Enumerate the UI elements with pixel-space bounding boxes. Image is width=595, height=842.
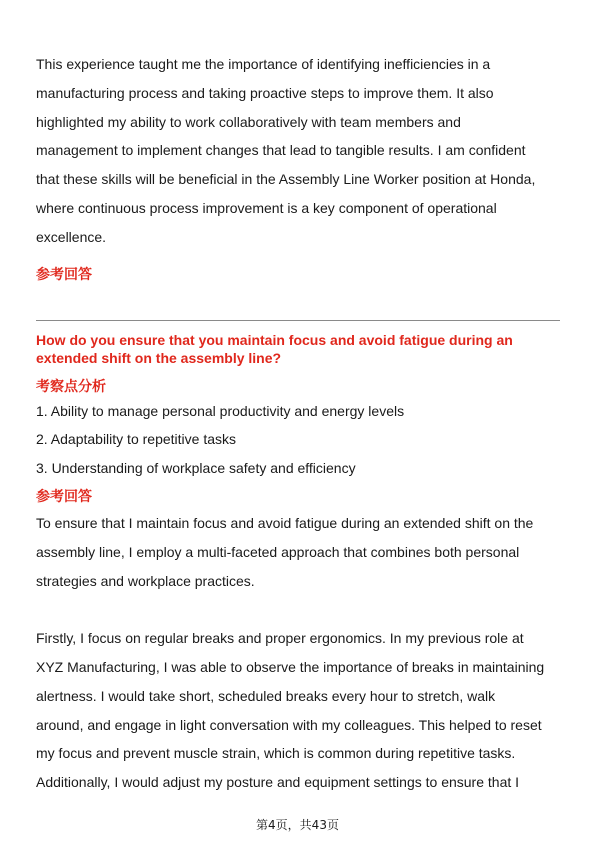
reference-answer-label: 参考回答 [36,487,92,504]
page-number-footer: 第4页，共43页 [256,818,339,832]
reference-answer-label: 参考回答 [36,265,92,282]
list-item: 1. Ability to manage personal productivity and energy levels [36,402,405,419]
answer-paragraph: Firstly, I focus on regular breaks and proper ergonomics. In my previous role at XYZ Manufacturing, I was able to observe the importance of breaks in maintaining alertness. I would take short, scheduled breaks every hour to stretch, walk around, and engage in light conversation with my colleagues. This helped to reset my focus and prevent muscle strain, which is common during repetitive tasks. Additionally, I would adjust my posture and equipment settings to ensure that I [36,630,545,791]
analysis-label: 考察点分析 [36,377,106,394]
previous-answer-paragraph: This experience taught me the importance of identifying inefficiencies in a manufacturing process and taking proactive steps to improve them. It also highlighted my ability to work collaboratively with team members and management to implement changes that lead to tangible results. I am confident that these skills will be beneficial in the Assembly Line Worker position at Honda, where continuous process improvement is a key component of operational excellence. [36,56,536,245]
document-page [36,50,560,797]
section-divider [36,320,560,321]
list-item: 2. Adaptability to repetitive tasks [36,431,236,448]
question-heading: How do you ensure that you maintain focus and avoid fatigue during an extended shift on the assembly line? [36,331,513,366]
analysis-points-list [36,397,560,483]
answer-paragraph: To ensure that I maintain focus and avoid fatigue during an extended shift on the assembly line, I employ a multi-faceted approach that combines both personal strategies and workplace practices. [36,514,534,589]
list-item: 3. Understanding of workplace safety and efficiency [36,460,356,477]
